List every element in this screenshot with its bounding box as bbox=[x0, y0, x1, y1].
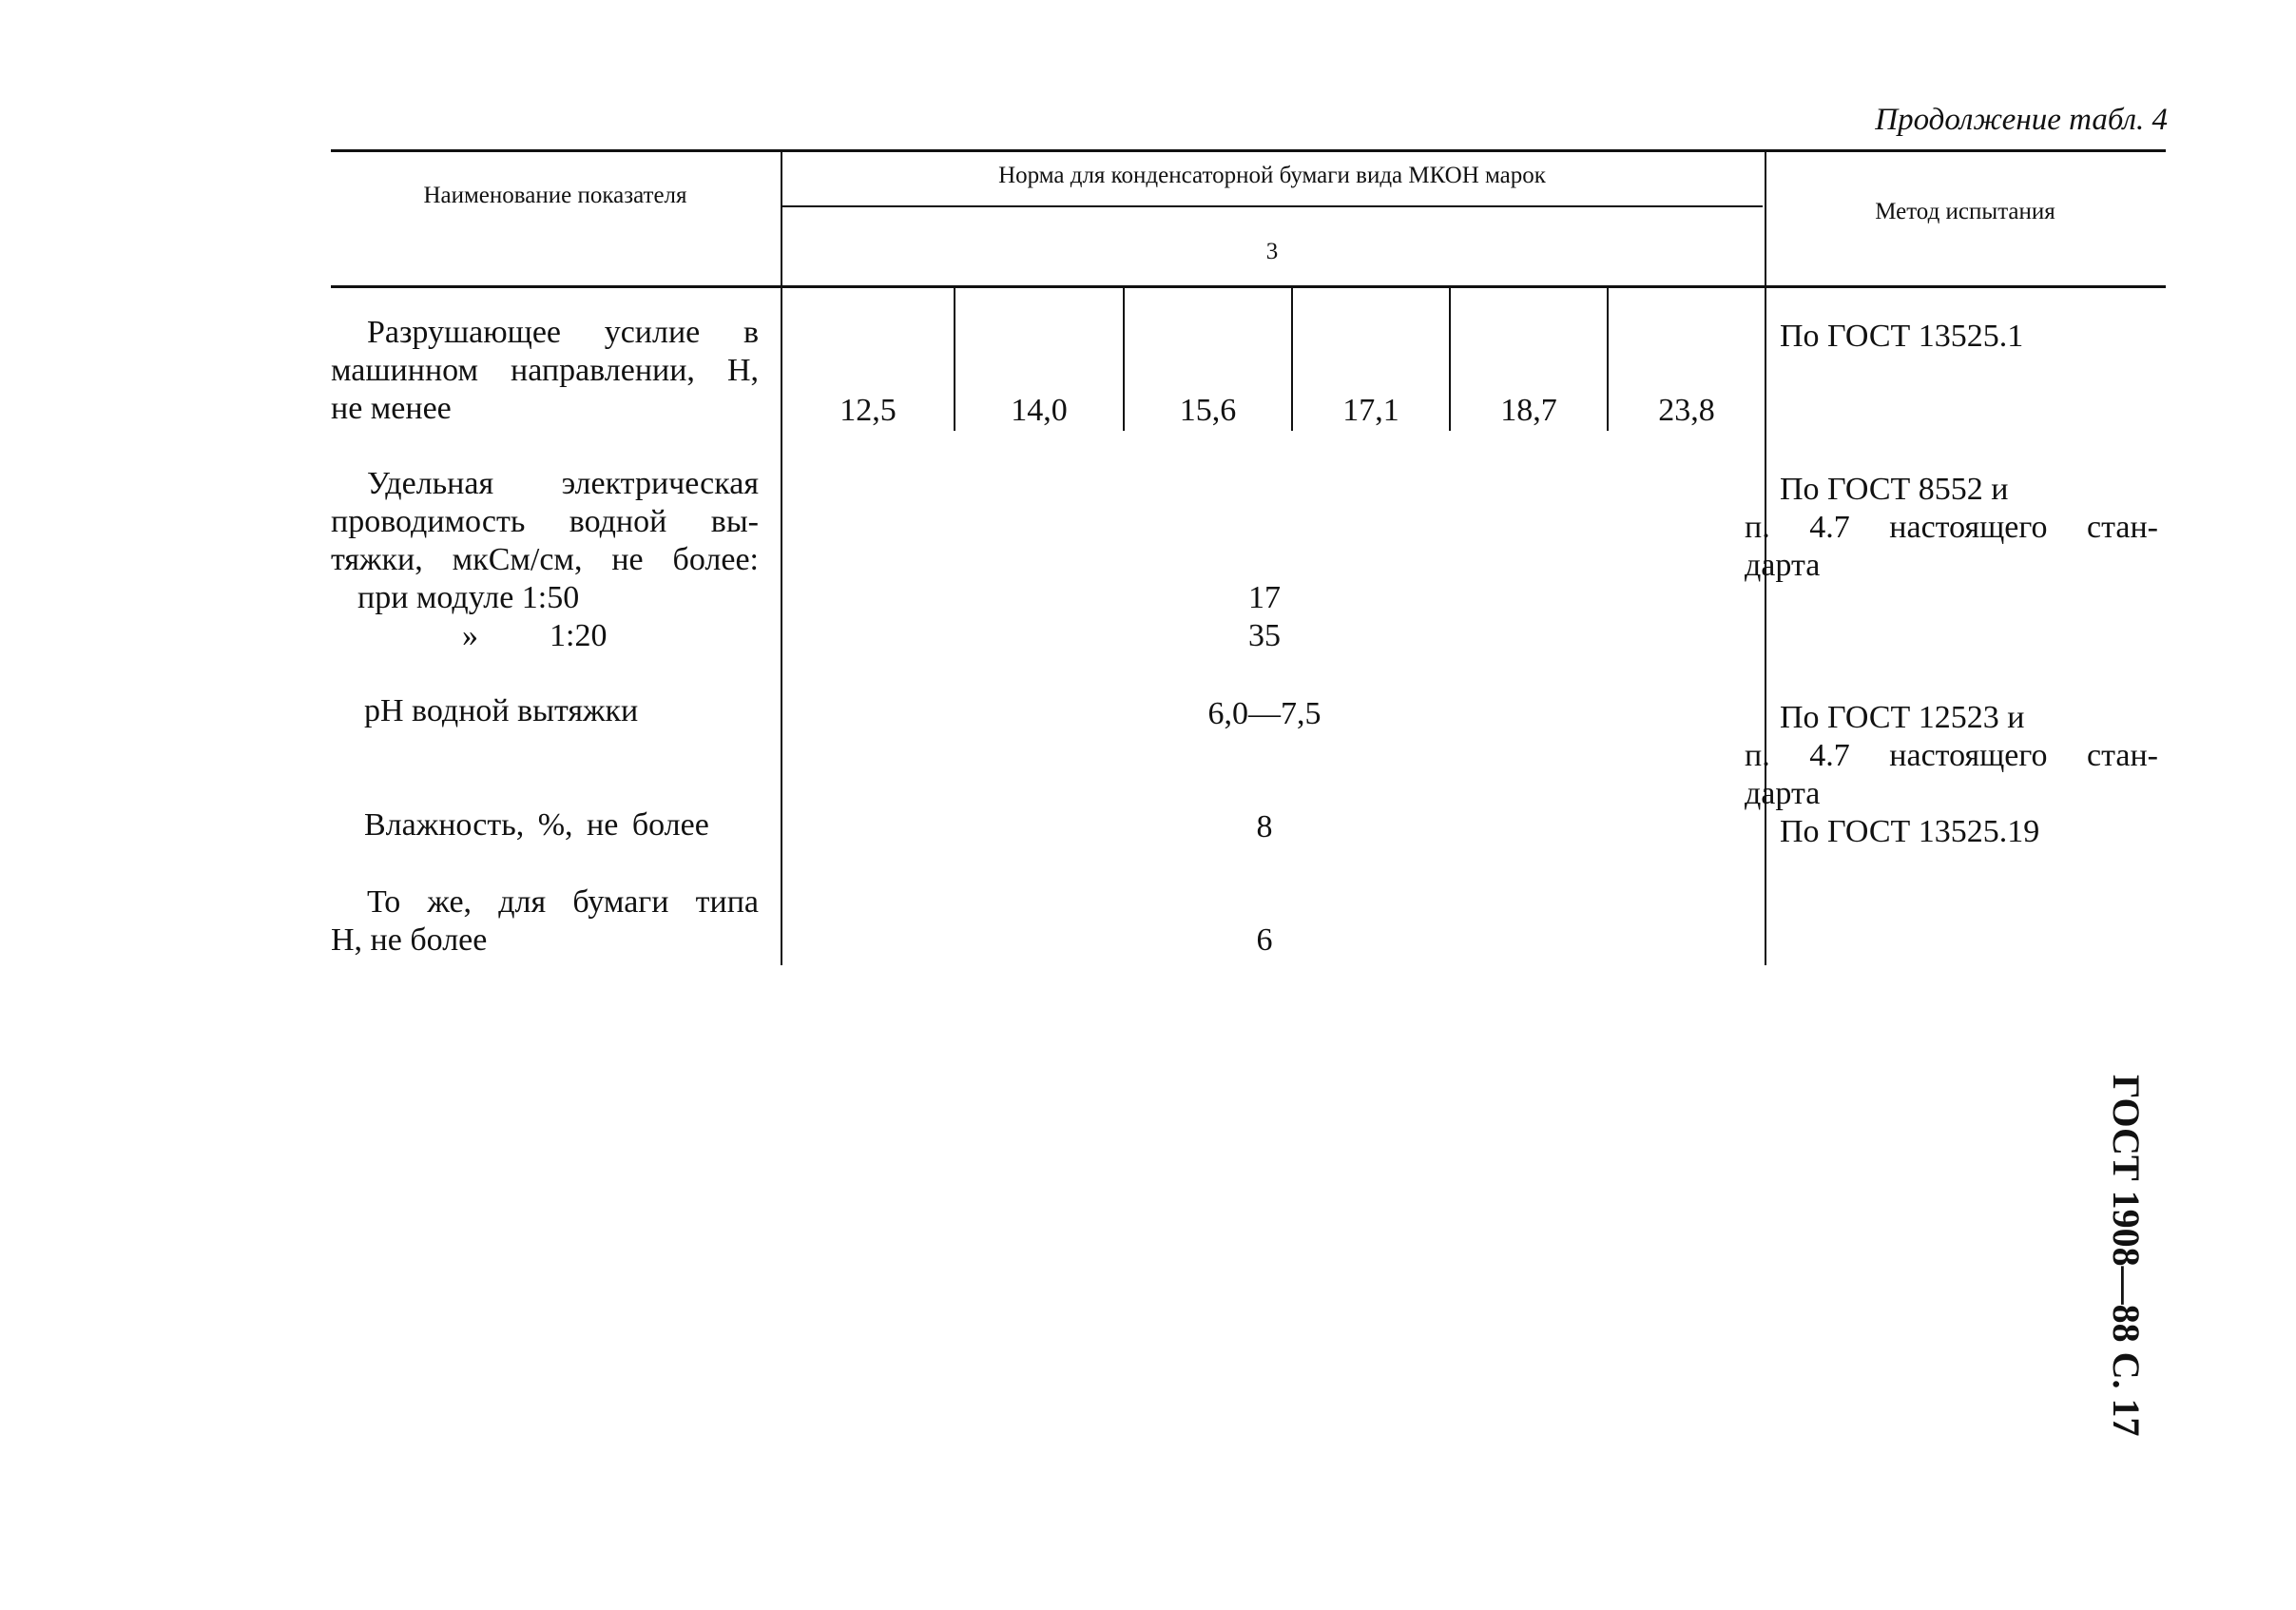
method-line: дарта bbox=[1745, 776, 1821, 811]
value-cell: 17,1 bbox=[1342, 393, 1399, 428]
param-moisture: Влажность, %, не более bbox=[364, 807, 709, 843]
method-ph bbox=[1745, 699, 2160, 813]
param-line: машинном направлении, Н, bbox=[331, 353, 759, 388]
method-breaking-force: По ГОСТ 13525.1 bbox=[1780, 319, 2024, 354]
value-cell: 15,6 bbox=[1179, 393, 1237, 428]
method-line: п. 4.7 настоящего стан- bbox=[1745, 510, 2158, 545]
value-cell: 14,0 bbox=[1011, 393, 1068, 428]
param-ph: рН водной вытяжки bbox=[364, 693, 639, 728]
method-line: дарта bbox=[1745, 548, 1821, 583]
method-line: По ГОСТ 8552 и bbox=[1780, 472, 2009, 507]
value-cell: 35 bbox=[1248, 618, 1281, 653]
header-bottom-rule bbox=[331, 285, 2166, 288]
param-line: тяжки, мкСм/см, не более: bbox=[331, 542, 759, 577]
method-line: п. 4.7 настоящего стан- bbox=[1745, 738, 2158, 773]
value-cell: 23,8 bbox=[1658, 393, 1715, 428]
norm-header-divider bbox=[781, 205, 1763, 207]
param-moisture-type-h bbox=[331, 883, 759, 960]
grade-divider bbox=[1123, 288, 1125, 431]
ditto-mark: » bbox=[462, 618, 478, 653]
header-indicator-name: Наименование показателя bbox=[423, 183, 687, 208]
param-line: То же, для бумаги типа bbox=[367, 884, 759, 920]
param-line: не менее bbox=[331, 391, 452, 426]
grade-divider bbox=[1449, 288, 1451, 431]
table-top-rule bbox=[331, 149, 2166, 152]
param-line bbox=[331, 617, 759, 655]
page-number-label: ГОСТ 1908—88 С. 17 bbox=[2105, 1075, 2148, 1437]
value-cell: 6 bbox=[1256, 922, 1273, 958]
param-line: при модуле 1:50 bbox=[357, 580, 580, 615]
table-continuation-caption: Продолжение табл. 4 bbox=[1875, 103, 2168, 137]
method-line: По ГОСТ 12523 и bbox=[1780, 700, 2025, 735]
header-test-method: Метод испытания bbox=[1875, 199, 2055, 224]
module-value: 1:20 bbox=[550, 618, 608, 653]
param-breaking-force bbox=[331, 314, 759, 428]
param-line: Удельная электрическая bbox=[367, 466, 759, 501]
value-cell: 12,5 bbox=[839, 393, 897, 428]
method-conductivity bbox=[1745, 471, 2160, 585]
grade-divider bbox=[1607, 288, 1609, 431]
method-moisture: По ГОСТ 13525.19 bbox=[1780, 814, 2040, 849]
grade-divider bbox=[954, 288, 955, 431]
value-cell: 18,7 bbox=[1500, 393, 1557, 428]
param-line: Н, не более bbox=[331, 922, 488, 958]
grade-divider bbox=[1291, 288, 1293, 431]
header-norm: Норма для конденсаторной бумаги вида МКОН марок bbox=[998, 163, 1546, 188]
param-line: проводимость водной вы- bbox=[331, 504, 759, 539]
name-column-divider bbox=[781, 149, 782, 965]
param-line: Разрушающее усилие в bbox=[367, 315, 759, 350]
param-conductivity bbox=[331, 465, 759, 655]
value-cell: 8 bbox=[1256, 809, 1273, 844]
header-norm-grade: 3 bbox=[1265, 239, 1279, 264]
value-cell: 6,0—7,5 bbox=[1207, 696, 1322, 731]
value-cell: 17 bbox=[1248, 580, 1281, 615]
